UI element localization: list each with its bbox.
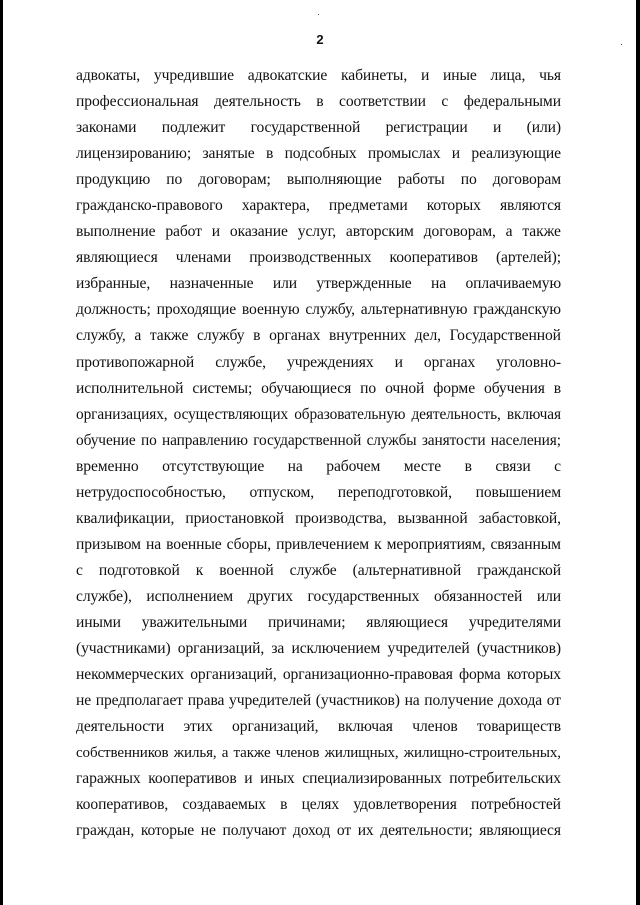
text-line: кооперативов, создаваемых в целях удовлетворения потребностей	[76, 796, 561, 814]
scan-speck	[318, 14, 319, 15]
text-line: профессиональная деятельность в соответствии с федеральными	[76, 93, 561, 111]
scan-border-right	[636, 0, 640, 905]
text-line: собственников жилья, а также членов жилищных, жилищно-строительных,	[76, 745, 561, 762]
text-line: граждан, которые не получают доход от их деятельности; являющиеся	[76, 822, 561, 840]
text-line: гаражных кооперативов и иных специализированных потребительских	[76, 770, 561, 788]
text-line: службу, а также службу в органах внутренних дел, Государственной	[76, 327, 561, 345]
text-line: организациях, осуществляющих образовательную деятельность, включая	[76, 405, 561, 423]
text-line: нетрудоспособностью, отпуском, переподготовкой, повышением	[76, 483, 561, 501]
text-line: квалификации, приостановкой производства, вызванной забастовкой,	[76, 509, 561, 527]
page-number: 2	[316, 32, 324, 47]
text-line: некоммерческих организаций, организационно-правовая форма которых	[76, 666, 561, 684]
text-line: продукцию по договорам; выполняющие работы по договорам	[76, 171, 561, 189]
text-line: временно отсутствующие на рабочем месте в связи с	[76, 457, 561, 475]
scan-border-left	[0, 0, 3, 905]
body-text	[76, 63, 561, 844]
text-line: противопожарной службе, учреждениях и органах уголовно-	[76, 353, 561, 371]
text-line: иными уважительными причинами; являющиеся учредителями	[76, 613, 561, 631]
text-line: адвокаты, учредившие адвокатские кабинеты, и иные лица, чья	[76, 67, 561, 84]
text-line: исполнительной системы; обучающиеся по очной форме обучения в	[76, 379, 561, 397]
text-line: обучение по направлению государственной службы занятости населения;	[76, 431, 561, 449]
text-line: выполнение работ и оказание услуг, авторским договорам, а также	[76, 223, 561, 241]
text-line: с подготовкой к военной службе (альтернативной гражданской	[76, 561, 561, 579]
text-line: гражданско-правового характера, предметами которых являются	[76, 197, 561, 215]
text-line: лицензированию; занятые в подсобных промыслах и реализующие	[76, 145, 561, 163]
text-line: законами подлежит государственной регистрации и (или)	[76, 119, 561, 137]
text-line: деятельности этих организаций, включая членов товариществ	[76, 718, 561, 736]
text-line: службе), исполнением других государственных обязанностей или	[76, 587, 561, 605]
text-line: являющиеся членами производственных кооперативов (артелей);	[76, 249, 561, 267]
text-line: избранные, назначенные или утвержденные на оплачиваемую	[76, 275, 561, 293]
text-line: (участниками) организаций, за исключением учредителей (участников)	[76, 640, 561, 658]
text-line: должность; проходящие военную службу, альтернативную гражданскую	[76, 301, 561, 319]
text-line: призывом на военные сборы, привлечением к мероприятиям, связанным	[76, 535, 561, 553]
text-line: не предполагает права учредителей (участников) на получение дохода от	[76, 692, 561, 710]
